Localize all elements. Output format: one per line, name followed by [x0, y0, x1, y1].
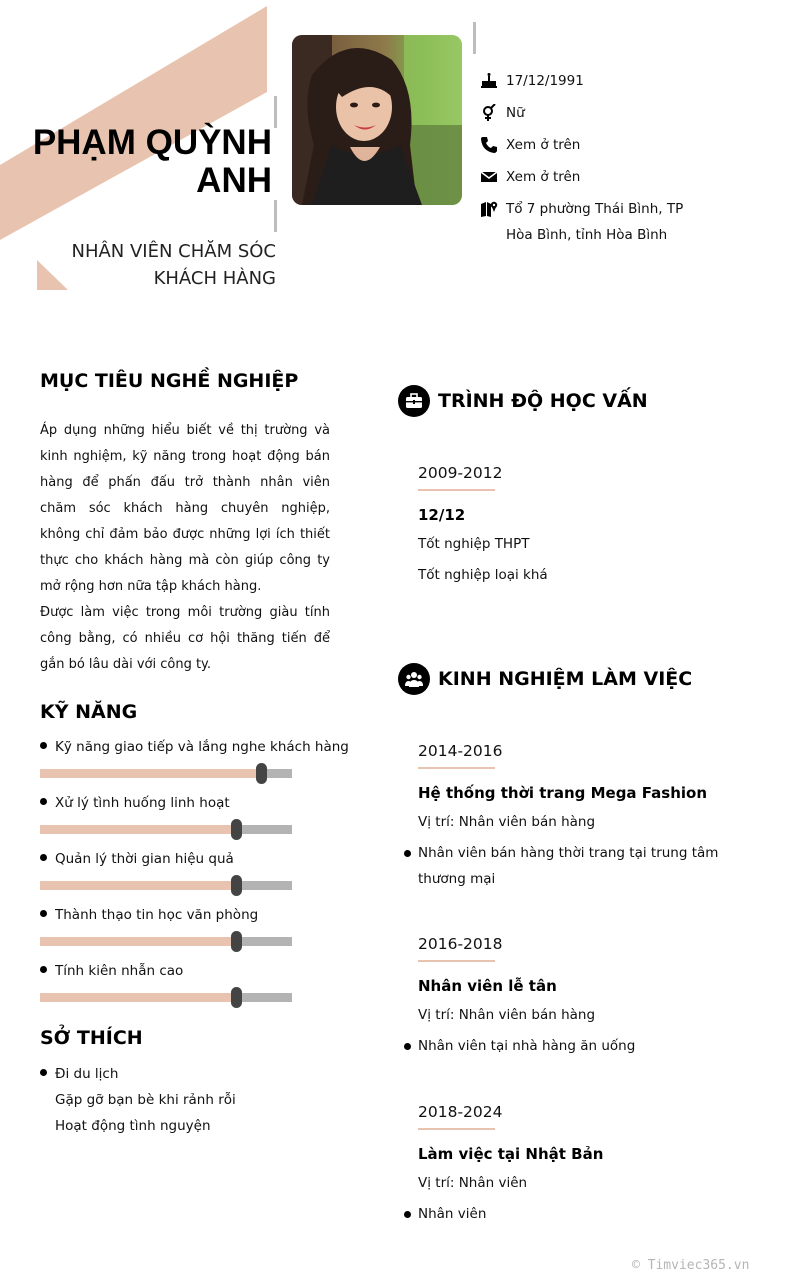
skill-text-2: Xử lý tình huống linh hoạt [55, 795, 230, 811]
education-title: TRÌNH ĐỘ HỌC VẤN [438, 390, 648, 412]
education-period-underline [418, 489, 495, 491]
hobby-item-3: Hoạt động tình nguyện [55, 1118, 211, 1134]
education-section-icon [398, 385, 430, 417]
skill-label-4 [40, 907, 258, 923]
watermark: © Timviec365.vn [632, 1258, 750, 1273]
bullet-icon [404, 850, 411, 857]
skill-text-1: Kỹ năng giao tiếp và lắng nghe khách hàng [55, 739, 349, 755]
bullet-icon [40, 910, 47, 917]
experience-desc-text-2: Nhân viên tại nhà hàng ăn uống [418, 1038, 636, 1054]
address-line-1: Tổ 7 phường Thái Bình, TP [506, 201, 684, 217]
job-title-line-1: NHÂN VIÊN CHĂM SÓC [71, 241, 276, 262]
skill-label-3 [40, 851, 234, 867]
skill-bar-knob-5 [231, 987, 242, 1008]
bullet-icon [40, 1069, 47, 1076]
education-school: 12/12 [418, 506, 466, 524]
name-line-1: PHẠM QUỲNH [32, 123, 272, 162]
map-icon [480, 200, 498, 218]
email-text: Xem ở trên [506, 169, 581, 185]
skill-text-3: Quản lý thời gian hiệu quả [55, 851, 234, 867]
experience-period-1: 2014-2016 [418, 742, 503, 760]
skill-bar-3 [40, 881, 292, 890]
bullet-icon [40, 742, 47, 749]
objective-title: MỤC TIÊU NGHỀ NGHIỆP [40, 370, 299, 392]
bullet-icon [40, 798, 47, 805]
avatar-illustration [292, 35, 462, 205]
birthday-text: 17/12/1991 [506, 73, 584, 89]
hobby-text-1: Đi du lịch [55, 1066, 119, 1082]
objective-text [40, 418, 330, 678]
skill-bar-fill-3 [40, 881, 237, 890]
gender-text: Nữ [506, 105, 525, 121]
skill-bar-knob-2 [231, 819, 242, 840]
experience-period-underline-1 [418, 767, 495, 769]
skill-text-5: Tính kiên nhẫn cao [55, 963, 184, 979]
birthday-cake-icon [480, 72, 498, 90]
education-line-1: Tốt nghiệp THPT [418, 536, 530, 552]
phone-text: Xem ở trên [506, 137, 581, 153]
experience-period-2: 2016-2018 [418, 935, 503, 953]
skill-label-5 [40, 963, 183, 979]
experience-position-1: Vị trí: Nhân viên bán hàng [418, 814, 596, 830]
hobbies-title: SỞ THÍCH [40, 1027, 143, 1049]
skill-bar-fill-4 [40, 937, 237, 946]
skill-bar-fill-1 [40, 769, 262, 778]
objective-paragraph-1: Áp dụng những hiểu biết về thị trường và kinh nghiệm, kỹ năng trong hoạt động bán hàng để phấn đấu trở thành nhân viên chăm sóc khách hàng chuyên nghiệp, không chỉ đảm bảo được những lợi ích thiết thực cho khách hàng mà còn giúp công ty mở rộng hơn nữa tập khách hàng. [40, 423, 330, 594]
experience-position-2: Vị trí: Nhân viên bán hàng [418, 1007, 596, 1023]
skill-bar-fill-5 [40, 993, 237, 1002]
contact-divider [473, 22, 476, 54]
education-period: 2009-2012 [418, 464, 503, 482]
skill-bar-knob-4 [231, 931, 242, 952]
experience-desc-3 [404, 1201, 749, 1227]
objective-paragraph-2: Được làm việc trong môi trường giàu tính công bằng, có nhiều cơ hội thăng tiến để gắn bó lâu dài với công ty. [40, 605, 330, 672]
education-line-2: Tốt nghiệp loại khá [418, 567, 548, 583]
skill-label-1 [40, 739, 349, 755]
experience-position-3: Vị trí: Nhân viên [418, 1175, 528, 1191]
avatar-photo [292, 35, 462, 205]
bullet-icon [40, 854, 47, 861]
experience-title: KINH NGHIỆM LÀM VIỆC [438, 668, 693, 690]
skill-bar-1 [40, 769, 292, 778]
bullet-icon [404, 1043, 411, 1050]
hobby-item-1 [40, 1061, 118, 1087]
skill-text-4: Thành thạo tin học văn phòng [55, 907, 259, 923]
experience-desc-2 [404, 1033, 749, 1059]
briefcase-icon [405, 392, 423, 410]
address-line-2: Hòa Bình, tỉnh Hòa Bình [506, 227, 668, 243]
name-divider-top [274, 96, 277, 128]
experience-desc-1 [404, 840, 749, 892]
job-title [40, 238, 276, 292]
experience-section-icon [398, 663, 430, 695]
experience-company-2: Nhân viên lễ tân [418, 977, 557, 995]
skill-bar-5 [40, 993, 292, 1002]
job-title-line-2: KHÁCH HÀNG [153, 268, 276, 289]
experience-period-underline-2 [418, 960, 495, 962]
gender-icon [480, 104, 498, 122]
skills-title: KỸ NĂNG [40, 701, 138, 723]
skill-label-2 [40, 795, 230, 811]
skill-bar-knob-3 [231, 875, 242, 896]
skill-bar-knob-1 [256, 763, 267, 784]
skill-bar-4 [40, 937, 292, 946]
name-divider-bottom [274, 200, 277, 232]
candidate-name [20, 124, 272, 200]
skill-bar-2 [40, 825, 292, 834]
team-icon [405, 670, 423, 688]
skill-bar-fill-2 [40, 825, 237, 834]
experience-company-1: Hệ thống thời trang Mega Fashion [418, 784, 707, 802]
address-text [506, 196, 706, 248]
experience-company-3: Làm việc tại Nhật Bản [418, 1145, 604, 1163]
email-icon [480, 168, 498, 186]
bullet-icon [404, 1211, 411, 1218]
experience-desc-text-1: Nhân viên bán hàng thời trang tại trung tâm thương mại [418, 845, 719, 887]
bullet-icon [40, 966, 47, 973]
phone-icon [480, 136, 498, 154]
experience-period-underline-3 [418, 1128, 495, 1130]
experience-period-3: 2018-2024 [418, 1103, 503, 1121]
experience-desc-text-3: Nhân viên [418, 1206, 487, 1222]
name-line-2: ANH [196, 161, 272, 200]
hobby-item-2: Gặp gỡ bạn bè khi rảnh rỗi [55, 1092, 236, 1108]
